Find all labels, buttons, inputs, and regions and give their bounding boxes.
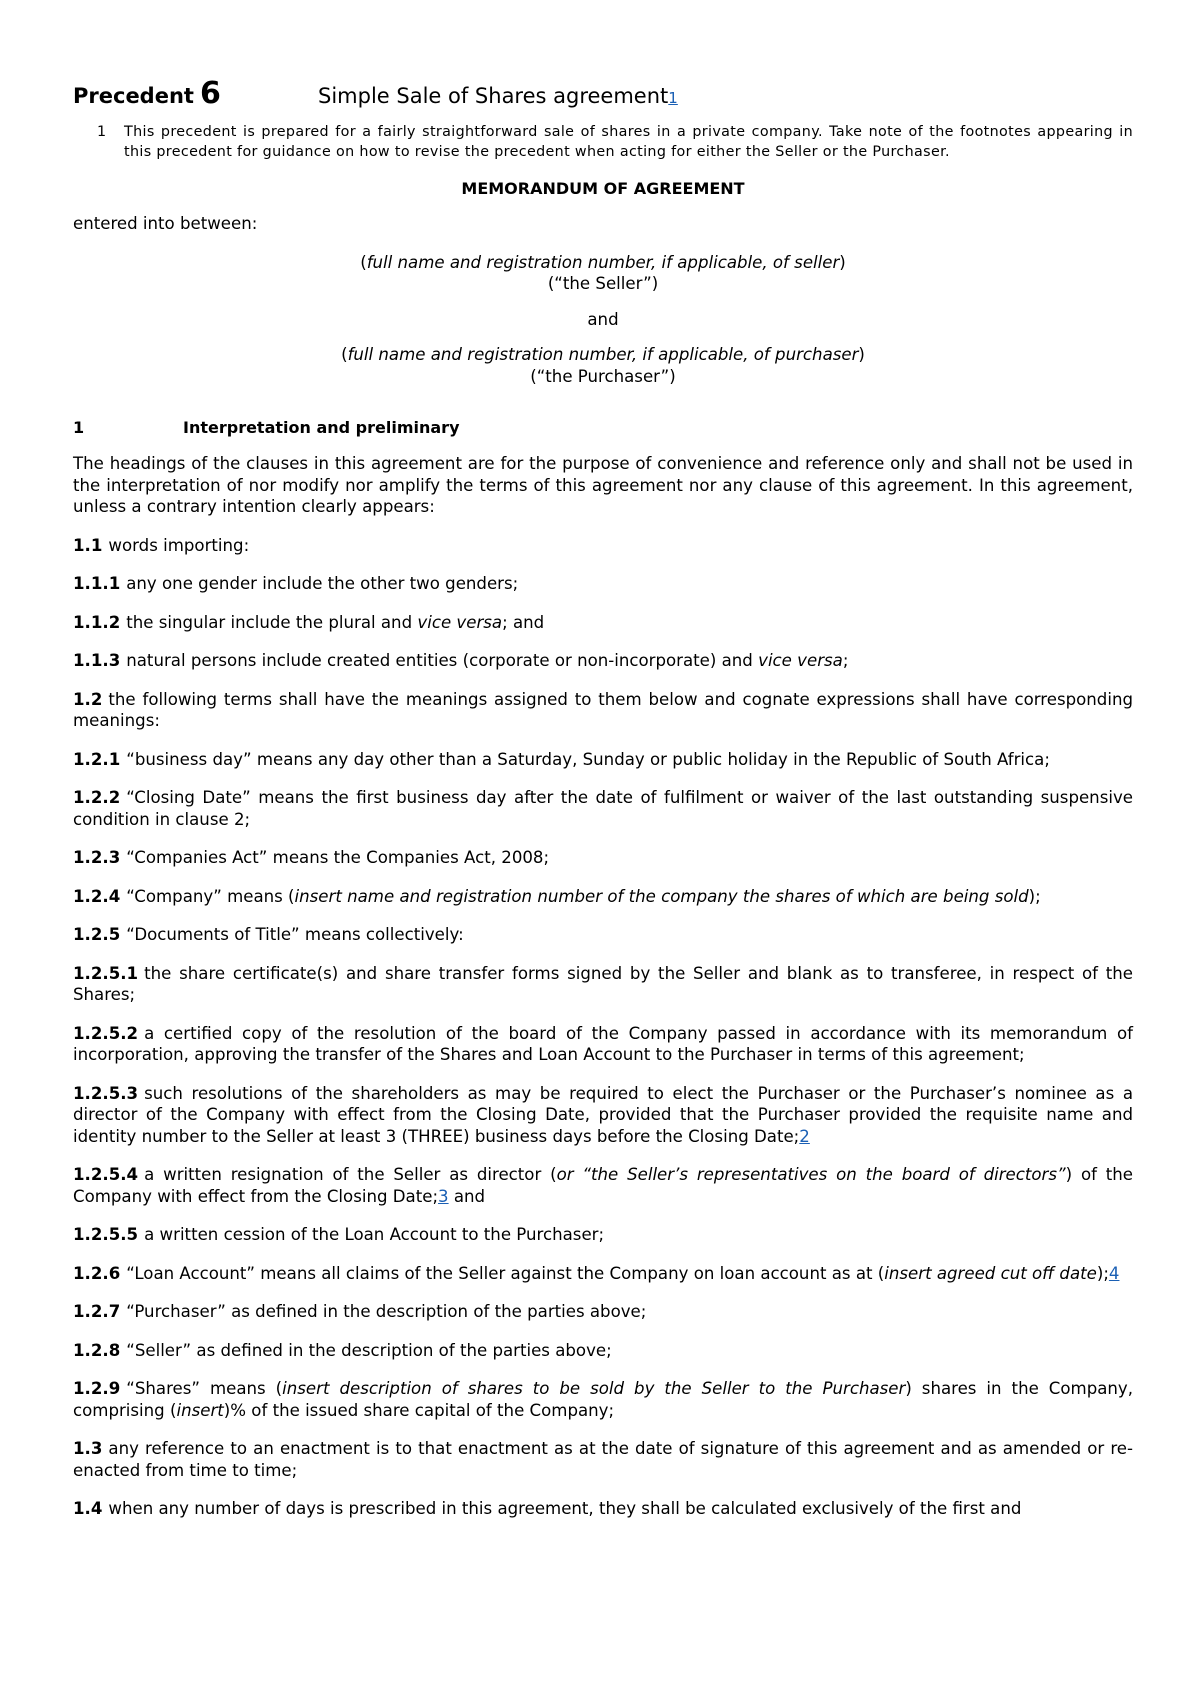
clause-1-2-2: [73, 787, 1133, 830]
clause-text: “Seller” as defined in the description of the parties above;: [126, 1340, 612, 1360]
footnote-text: This precedent is prepared for a fairly straightforward sale of shares in a private company. Take note of the footnotes appearing in this precedent for guidance on how to revise the precedent when acting for either the Seller or the Purchaser.: [124, 124, 1133, 160]
purchaser-placeholder: full name and registration number, if applicable, of purchaser: [347, 345, 859, 364]
clause-text-mid: ) shares in the Company, comprising (: [73, 1379, 1134, 1420]
clause-number: 1.2.1: [73, 749, 121, 769]
clause-text: any reference to an enactment is to that enactment as at the date of signature of this agreement and as amended or re-enacted from time to time;: [73, 1439, 1133, 1480]
clause-1-1-3: [73, 650, 1133, 672]
clause-italic-2: insert: [176, 1400, 224, 1420]
clause-text: “Company” means (: [126, 886, 295, 906]
clause-1-2-8: [73, 1340, 1133, 1362]
clause-text: “Companies Act” means the Companies Act, 2008;: [126, 848, 550, 867]
document-title: [318, 84, 678, 108]
seller-label: (“the Seller”): [547, 274, 659, 293]
clause-text: a written cession of the Loan Account to the Purchaser;: [144, 1225, 605, 1244]
footnote-link-1[interactable]: 1: [668, 89, 678, 107]
clause-1-2-5-4: [73, 1164, 1133, 1207]
precedent-number: 6: [200, 76, 221, 111]
clause-text: a certified copy of the resolution of the board of the Company passed in accordance with its memorandum of incorporation, approving the transfer of the Shares and Loan Account to the Purchaser in terms of this agreement;: [73, 1023, 1133, 1064]
clause-text: “Shares” means (: [126, 1379, 283, 1398]
clause-1-4: [73, 1498, 1133, 1520]
precedent-label: Precedent: [73, 84, 194, 108]
clause-1-2-5-3: [73, 1083, 1133, 1148]
clause-number: 1.2.5.4: [73, 1165, 139, 1184]
clause-text-end: );: [1096, 1263, 1109, 1283]
clause-number: 1.4: [73, 1499, 103, 1518]
clause-italic: vice versa: [758, 651, 843, 670]
clause-text: “Loan Account” means all claims of the Seller against the Company on loan account as at (: [126, 1263, 885, 1283]
clause-1-3: [73, 1438, 1133, 1481]
clause-text: the singular include the plural and: [126, 612, 418, 632]
seller-placeholder: full name and registration number, if applicable, of seller: [366, 252, 840, 272]
purchaser-label: (“the Purchaser”): [530, 366, 676, 386]
clause-1-2-5-1: [73, 963, 1133, 1006]
clause-number: 1.2: [73, 689, 103, 709]
clause-number: 1.2.5.3: [73, 1083, 139, 1103]
clause-text: the share certificate(s) and share transfer forms signed by the Seller and blank as to transferee, in respect of the Shares;: [73, 963, 1133, 1004]
clause-text: words importing:: [108, 535, 250, 555]
clause-number: 1.2.9: [73, 1379, 121, 1398]
clause-text: the following terms shall have the meanings assigned to them below and cognate expressions shall have corresponding meanings:: [73, 689, 1133, 730]
clause-1-2-7: [73, 1301, 1133, 1323]
clause-1-2-5-2: [73, 1023, 1133, 1066]
purchaser-party: (full name and registration number, if applicable, of purchaser): [341, 345, 865, 364]
clause-text: “Closing Date” means the first business day after the date of fulfilment or waiver of the last outstanding suspensive condition in clause 2;: [73, 788, 1133, 829]
clause-number: 1.2.5.1: [73, 963, 139, 983]
clause-text-end: );: [1028, 886, 1041, 906]
clause-1-2: [73, 689, 1133, 732]
section-title: Interpretation and preliminary: [183, 418, 460, 437]
clause-number: 1.2.5.2: [73, 1023, 139, 1043]
clause-number: 1.1.3: [73, 651, 121, 670]
clause-italic: insert description of shares to be sold by the Seller to the Purchaser: [282, 1379, 906, 1398]
clause-number: 1.2.6: [73, 1263, 121, 1283]
clause-number: 1.3: [73, 1439, 103, 1458]
clause-1-2-1: [73, 749, 1133, 771]
clause-number: 1.1: [73, 535, 103, 555]
clause-text: when any number of days is prescribed in this agreement, they shall be calculated exclusively of the first and: [108, 1499, 1022, 1518]
clause-1-2-9: [73, 1378, 1133, 1421]
clause-italic: or “the Seller’s representatives on the board of directors”: [556, 1165, 1066, 1184]
clause-1-2-5-5: [73, 1224, 1133, 1246]
section-number: 1: [73, 418, 85, 437]
footnote-link-2[interactable]: 2: [799, 1126, 810, 1146]
entered-into-text: entered into between:: [73, 214, 258, 233]
clause-italic: insert agreed cut off date: [884, 1263, 1097, 1283]
footnote-number: 1: [97, 124, 107, 140]
clause-1-2-4: [73, 886, 1133, 908]
clause-number: 1.1.1: [73, 574, 121, 593]
clause-number: 1.2.7: [73, 1302, 121, 1321]
document-title-text: Simple Sale of Shares agreement: [318, 84, 669, 108]
clause-text-end: )% of the issued share capital of the Company;: [223, 1400, 615, 1420]
clause-text: “Purchaser” as defined in the description of the parties above;: [126, 1302, 647, 1321]
footnote-link-4[interactable]: 4: [1108, 1263, 1120, 1283]
clause-text: a written resignation of the Seller as director (: [144, 1165, 557, 1184]
clause-text-end: and: [448, 1186, 486, 1206]
clause-italic: vice versa: [417, 612, 503, 632]
section-heading-1: [73, 418, 1133, 437]
clause-text-mid: ) of the Company with effect from the Closing Date;: [73, 1165, 1134, 1206]
clause-1-2-6: [73, 1263, 1133, 1285]
clause-number: 1.2.8: [73, 1340, 121, 1360]
clause-text-end: ; and: [502, 612, 545, 632]
clause-number: 1.2.2: [73, 788, 121, 807]
clause-number: 1.2.5.5: [73, 1225, 139, 1244]
clause-text: “business day” means any day other than a Saturday, Sunday or public holiday in the Republic of South Africa;: [126, 749, 1050, 769]
footnote-link-3[interactable]: 3: [438, 1186, 449, 1206]
clause-number: 1.2.3: [73, 848, 121, 867]
clause-text: any one gender include the other two genders;: [126, 574, 519, 593]
clause-text: such resolutions of the shareholders as may be required to elect the Purchaser or the Purchaser’s nominee as a director of the Company with effect from the Closing Date, provided that the Purchaser provided the requisite name and identity number to the Seller at least 3 (THREE) business days before the Closing Date;: [73, 1083, 1133, 1146]
clause-number: 1.1.2: [73, 612, 121, 632]
seller-party: (full name and registration number, if applicable, of seller): [360, 252, 846, 272]
and-text: and: [587, 309, 619, 329]
clause-text-end: ;: [842, 651, 849, 670]
clause-1-1-2: [73, 612, 1133, 634]
clause-1-1-1: [73, 573, 1133, 595]
clause-text: “Documents of Title” means collectively:: [126, 925, 464, 944]
memorandum-heading: MEMORANDUM OF AGREEMENT: [461, 179, 745, 198]
clause-1-2-5: [73, 924, 1133, 946]
clause-1-2-3: [73, 847, 1133, 869]
clause-number: 1.2.4: [73, 886, 121, 906]
footnote-1: [73, 122, 1133, 162]
clause-text: natural persons include created entities (corporate or non-incorporate) and: [126, 651, 759, 670]
clause-italic: insert name and registration number of the company the shares of which are being sold: [294, 886, 1029, 906]
precedent-title: [73, 76, 1133, 110]
clause-number: 1.2.5: [73, 925, 121, 944]
clause-1-1: [73, 535, 1133, 557]
section-intro: The headings of the clauses in this agreement are for the purpose of convenience and reference only and shall not be used in the interpretation of nor modify nor amplify the terms of this agreement nor any clause of this agreement. In this agreement, unless a contrary intention clearly appears:: [73, 454, 1133, 516]
